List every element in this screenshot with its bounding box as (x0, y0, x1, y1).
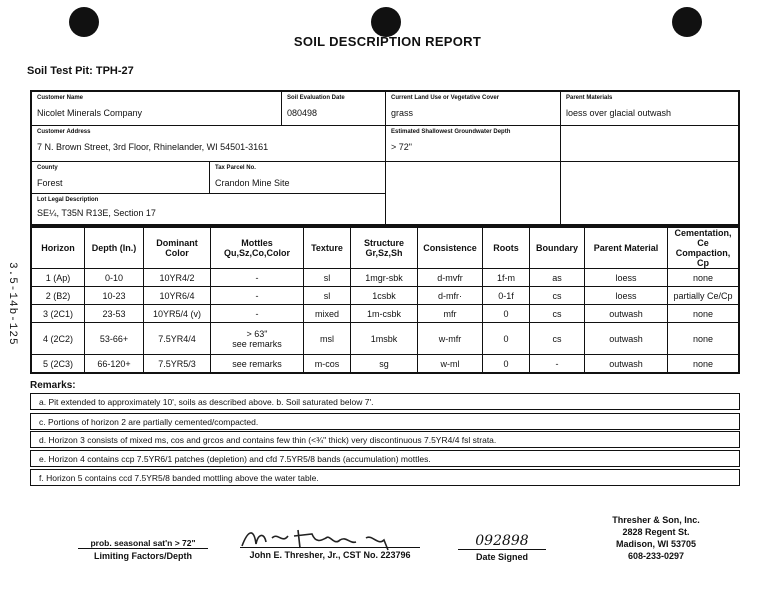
county-cell: County Forest (32, 162, 210, 194)
table-row: 2 (B2) 10-23 10YR6/4 - sl 1csbk d-mfr· 0-1f cs loess partially Ce/Cp (31, 287, 739, 305)
legal-description: SE¼, T35N R13E, Section 17 (37, 208, 156, 218)
table-row: 3 (2C1) 23-53 10YR5/4 (v) - mixed 1m-csbk mfr 0 cs outwash none (31, 305, 739, 323)
table-header-row (31, 227, 739, 269)
date-label: Date Signed (458, 549, 546, 562)
soil-test-pit (27, 65, 134, 77)
legal-cell: Lot Legal Description SE¼, T35N R13E, Section 17 (32, 194, 386, 224)
col-horizon: Horizon (31, 227, 85, 269)
limiting-factors (78, 538, 208, 561)
col-mottles: Mottles Qu,Sz,Co,Color (211, 227, 304, 269)
eval-date: 080498 (287, 108, 318, 118)
remark-c: c. Portions of horizon 2 are partially cemented/compacted. (30, 413, 740, 430)
punch-hole-right (672, 7, 702, 37)
groundwater-depth: > 72" (391, 142, 412, 152)
parcel-cell: Tax Parcel No. Crandon Mine Site (210, 162, 386, 194)
customer-name-cell: Customer Name Nicolet Minerals Company (32, 92, 282, 126)
company-street: 2828 Regent St. (622, 527, 690, 537)
eval-date-cell: Soil Evaluation Date 080498 (282, 92, 386, 126)
company-city: Madison, WI 53705 (615, 539, 697, 549)
date-signed (458, 533, 546, 562)
pit-label: Soil Test Pit: (27, 65, 93, 77)
tax-parcel: Crandon Mine Site (215, 178, 290, 188)
col-roots: Roots (483, 227, 530, 269)
punch-hole-left (69, 7, 99, 37)
col-cementation: Cementation, Ce Compaction, Cp (668, 227, 740, 269)
limiting-value: prob. seasonal sat'n > 72" (90, 538, 196, 548)
col-color: Dominant Color (144, 227, 211, 269)
company-phone: 608-233-0297 (627, 551, 685, 561)
company-block (596, 514, 716, 562)
col-texture: Texture (304, 227, 351, 269)
horizon-table (30, 226, 740, 374)
company-name: Thresher & Son, Inc. (612, 515, 700, 525)
parent-materials: loess over glacial outwash (566, 108, 672, 118)
remark-f: f. Horizon 5 contains ccd 7.5YR5/8 banded mottling above the water table. (30, 469, 740, 486)
table-row: 1 (Ap) 0-10 10YR4/2 - sl 1mgr-sbk d-mvfr 1f-m as loess none (31, 269, 739, 287)
blank-cell-3 (561, 162, 738, 228)
land-use: grass (391, 108, 414, 118)
customer-address: 7 N. Brown Street, 3rd Floor, Rhinelander, WI 54501-3161 (37, 142, 269, 152)
parent-materials-cell: Parent Materials loess over glacial outwash (561, 92, 738, 126)
customer-name: Nicolet Minerals Company (37, 108, 143, 118)
county: Forest (37, 178, 63, 188)
table-row: 4 (2C2) 53-66+ 7.5YR4/4 > 63" see remarks msl 1msbk w-mfr 0 cs outwash none (31, 323, 739, 355)
remarks-title: Remarks: (30, 380, 76, 391)
col-boundary: Boundary (530, 227, 585, 269)
col-structure: Structure Gr,Sz,Sh (351, 227, 418, 269)
punch-hole-center (371, 7, 401, 37)
blank-cell-2 (386, 162, 561, 228)
signer-name: John E. Thresher, Jr., CST No. 223796 (240, 547, 420, 560)
table-row: 5 (2C3) 66-120+ 7.5YR5/3 see remarks m-cos sg w-ml 0 - outwash none (31, 355, 739, 374)
col-parent-material: Parent Material (585, 227, 668, 269)
col-depth: Depth (In.) (85, 227, 144, 269)
remark-d: d. Horizon 3 consists of mixed ms, cos and grcos and contains few thin (<¾" thick) very discontinuous 7.5YR4/4 fsl strata. (30, 431, 740, 448)
pit-value: TPH-27 (95, 65, 134, 77)
col-consistence: Consistence (418, 227, 483, 269)
address-cell: Customer Address 7 N. Brown Street, 3rd Floor, Rhinelander, WI 54501-3161 (32, 126, 386, 162)
header-grid (30, 90, 740, 226)
date-value: 092898 (475, 533, 529, 549)
remark-e: e. Horizon 4 contains ccp 7.5YR6/1 patches (depletion) and cfd 7.5YR5/8 bands (accumulation) mottles. (30, 450, 740, 467)
blank-cell-1 (561, 126, 738, 162)
signer (240, 547, 420, 560)
limiting-label: Limiting Factors/Depth (78, 548, 208, 561)
groundwater-cell: Estimated Shallowest Groundwater Depth > 72" (386, 126, 561, 162)
remark-a: a. Pit extended to approximately 10', soils as described above. b. Soil saturated below 7'. (30, 393, 740, 410)
land-use-cell: Current Land Use or Vegetative Cover grass (386, 92, 561, 126)
page-title: SOIL DESCRIPTION REPORT (293, 34, 482, 49)
margin-note: 3.5-14b-125 (6, 262, 18, 346)
